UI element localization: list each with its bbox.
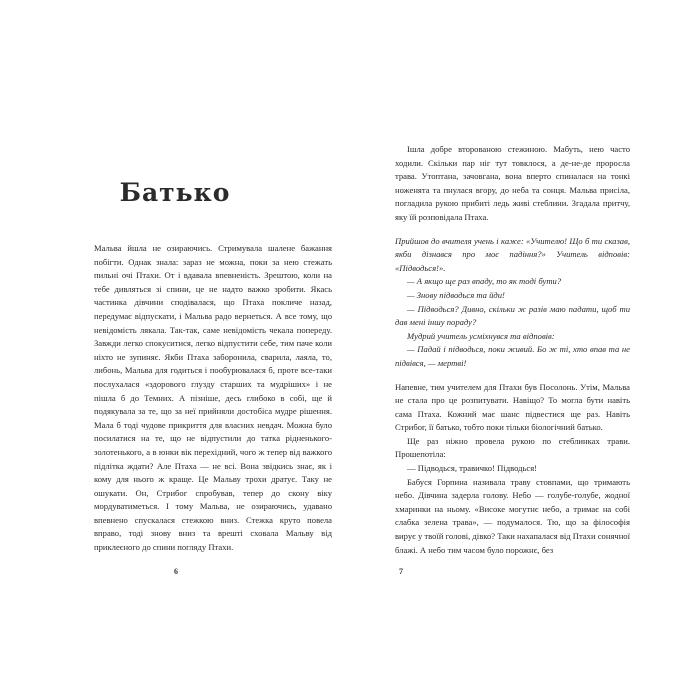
left-page-text [94, 242, 332, 555]
paragraph: Бабуся Горпина називала траву стовпами, що тримають небо. Дівчина задерла голову. Небо — голубе-голубе, жодної хмаринки на ньому. «Високе могутнє небо, а тримає на собі слабка зелена трава», — подумалося. Тю, що за філософія вирує у твоїй голові, дівко? Таки нахапалася від Птахи сонячної блажі. А небо тим часом було порожнє, без [395, 476, 630, 555]
chapter-title: Батько [119, 178, 231, 207]
paragraph: Ще раз ніжно провела рукою по стеблинках трави. Прошепотіла: [395, 435, 630, 460]
parable-line: Мудрий учитель усміхнувся та відповів: [407, 330, 555, 341]
parable-line: — Підводься? Дивно, скільки ж разів маю падати, щоб ти дав мені іншу пораду? [395, 303, 630, 328]
parable-line: — Падай і підводься, поки живий. Бо ж ті, хто впав та не підвівся, — мертві! [395, 344, 630, 368]
right-page [350, 0, 700, 700]
parable-line: Прийшов до вчителя учень і каже: «Учителю! Що б ти сказав, якби дізнався про моє падіння?» Учитель відповів: «Підводься!». [395, 235, 630, 273]
page-number: 7 [399, 567, 403, 576]
page-number: 6 [174, 567, 178, 576]
paragraph: — Підводься, травичко! Підводься! [407, 463, 538, 474]
paragraph: Напевне, тим учителем для Птахи був Посолонь. Утім, Мальва не стала про це розпитувати. Навіщо? То могла бути навіть сама Птаха. Кожний має шанс підвестися ще раз. Навіть Стрибог, її батько, тобто поки тільки біологічний батько. [395, 381, 630, 433]
parable-line: — Знову підводься та йди! [407, 289, 505, 300]
right-page-text [395, 143, 630, 557]
paragraph: Ішла добре второваною стежиною. Мабуть, нею часто ходили. Скільки пар ніг тут товклося, а де-не-де проросла трава. Утоптана, зачовгана, вона вперто спиналася на тонкі ноженята та пнулася вгору, до неба та сонця. Мальва присіла, погладила рукою прибиті ледь живі стеблини. Згадала притчу, яку їй розповідала Птаха. [395, 144, 630, 222]
parable-line: — А якщо ще раз впаду, то як тоді бути? [407, 276, 562, 287]
paragraph: Мальва йшла не озираючись. Стримувала шалене бажання побігти. Однак знала: зараз не можна, поки за нею стежать пильні очі Птахи. От і вдавала впевненість. Зрештою, коли на тебе дивляться зі спини, це не надто важко зробити. Якась частинка дівчини сподівалася, що Птаха покличе назад, передумає відпускати, і Мальва радо вернеться. А все тому, що невідомість лякала. Так-так, саме невідомість чекала попереду. Завжди легко спокуситися, легко відпустити себе, тим паче коли ніхто не зупиняє. Якби Птаха заборонила, сварила, лаяла, то, либонь, Мальва для годиться і пообурювалася б, проте все-таки послухалася «здорового глузду старших та мудріших» і не пішла б до Темних. А пізніше, десь глибоко в собі, ще й подякувала за те, що за неї прийняли достобіса мудре рішення. Мала б тоді чудове прикриття для власних невдач. Можна було посилатися на те, що не відпустили до татка рідненького-золотенького, а в юнки вік перехідний, чого ж тепер від важкого підлітка ждати? Але Птаха — не всі. Вона звідкись знає, як і кому для нього ж краще. Це Мальву трохи дратує. Таку не ошукати. Он, Стрибог спробував, тепер до скону віку мордуватиметься. І тому Мальва, не озираючись, удавано впевнено спускалася стежкою вниз. Стежка круто повела вправо, тоді знову вниз та врешті сховала Мальву від приклеєного до спини погляду Птахи. [94, 243, 332, 553]
